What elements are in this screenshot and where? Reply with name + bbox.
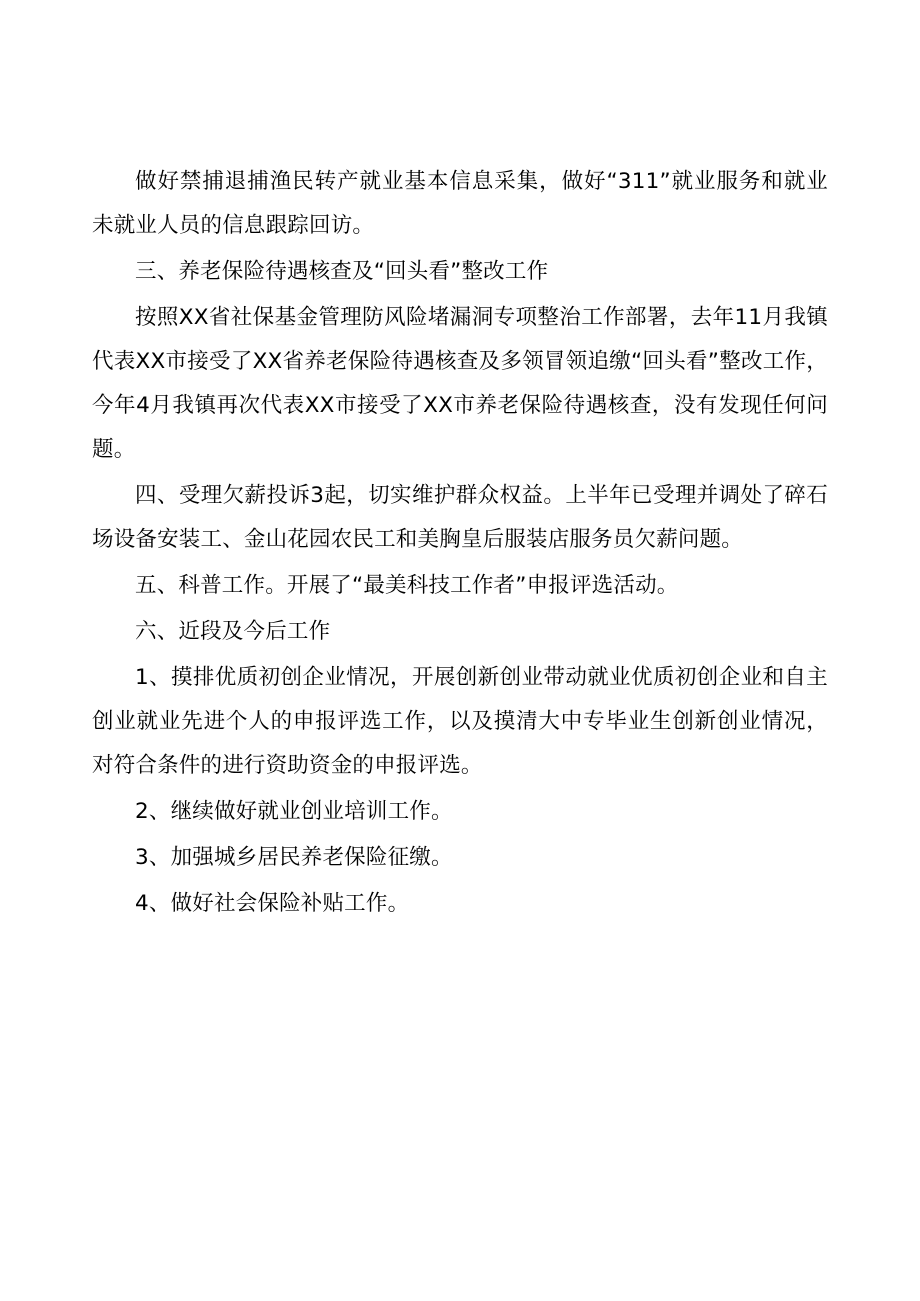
paragraph-item-3: 3、加强城乡居民养老保险征缴。 xyxy=(135,845,453,870)
paragraph-section-five: 五、科普工作。开展了“最美科技工作者”申报评选活动。 xyxy=(135,573,679,598)
heading-section-six: 六、近段及今后工作 xyxy=(135,619,331,644)
paragraph-section-four: 四、受理欠薪投诉3起，切实维护群众权益。上半年已受理并调处了碎石场设备安装工、金山花园农民工和美胸皇后服装店服务员欠薪问题。 xyxy=(92,483,828,552)
paragraph-item-1: 1、摸排优质初创企业情况，开展创新创业带动就业优质初创企业和自主创业就业先进个人的申报评选工作，以及摸清大中专毕业生创新创业情况，对符合条件的进行资助资金的申报评选。 xyxy=(92,665,828,778)
document-body xyxy=(92,160,828,926)
paragraph-item-4: 4、做好社会保险补贴工作。 xyxy=(135,891,410,916)
paragraph-item-2: 2、继续做好就业创业培训工作。 xyxy=(135,799,453,824)
paragraph-section-three-body: 按照XX省社保基金管理防风险堵漏洞专项整治工作部署，去年11月我镇代表XX市接受了XX省养老保险待遇核查及多领冒领追缴“回头看”整改工作，今年4月我镇再次代表XX市接受了XX市养老保险待遇核查，没有发现任何问题。 xyxy=(92,305,828,462)
paragraph-fishermen-employment: 做好禁捕退捕渔民转产就业基本信息采集，做好“311”就业服务和就业未就业人员的信息跟踪回访。 xyxy=(92,169,828,238)
heading-section-three: 三、养老保险待遇核查及“回头看”整改工作 xyxy=(135,259,549,284)
